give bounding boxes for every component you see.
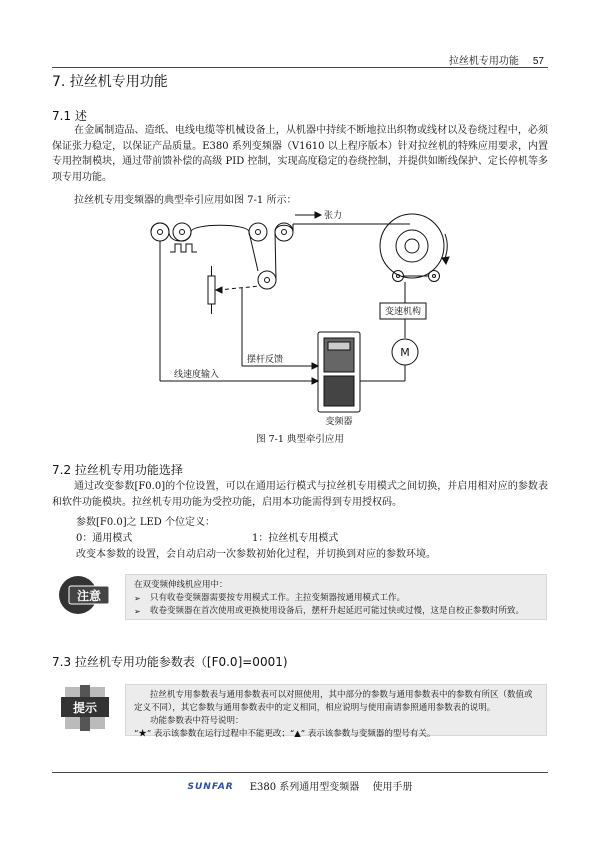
page-header: [449, 52, 544, 67]
traction-diagram: [140, 206, 470, 428]
subsection-7-1-title: 7.1 述: [52, 109, 87, 123]
page-footer: [0, 778, 600, 793]
hint-icon-label: 提示: [72, 701, 98, 715]
hint-symbols: “★” 表示该参数在运行过程中不能更改；“▲” 表示该参数与变频器的型号有关。: [134, 729, 436, 739]
hint-symbols-title: 功能参数表中符号说明：: [150, 716, 244, 726]
footer-rule: [52, 772, 548, 773]
page-number: 57: [532, 56, 544, 67]
notice-icon-label: 注意: [76, 589, 102, 603]
inverter-label: 变频器: [325, 417, 353, 427]
hint-text: 拉丝机专用参数表与通用参数表可以对照使用，其中部分的参数与通用参数表中的参数有所区（数值或定义不同），其它参数与通用参数表中的定义相同，相应说明与使用南请参照通用参数表的说明。: [134, 690, 533, 713]
figure-intro: 拉丝机专用变频器的典型牵引应用如图 7-1 所示：: [74, 195, 297, 206]
intro-paragraph: 在金属制造品、造纸、电线电缆等机械设备上，从机器中持续不断地拉出织物或线材以及卷绕过程中，必须保证张力稳定，以保证产品质量。E380 系列变频器（V1610 以上程序版本）针对拉丝机的特殊应用要求，内置专用控制模块，通过带前馈补偿的高级 PID 控制，实现高度稳定的卷绕控制，并提供如断线保护、定长停机等多项专用功能。: [52, 125, 548, 183]
motor-label: M: [400, 346, 410, 359]
speed-mechanism-label: 变速机构: [384, 307, 422, 317]
line-speed-label: 线速度输入: [174, 370, 220, 380]
notice-icon: [57, 574, 113, 616]
param-definition: 参数[F0.0]之 LED 个位定义：: [76, 517, 215, 528]
header-title: 拉丝机专用功能: [448, 56, 519, 67]
notice-intro: 在双变频伸线机应用中：: [134, 580, 228, 590]
section-title: 7. 拉丝机专用功能: [52, 74, 168, 90]
winding-drum: [380, 214, 444, 278]
swing-feedback-label: 摆杆反馈: [247, 355, 284, 365]
init-note: 改变本参数的设置，会自动启动一次参数初始化过程，并切换到对应的参数环境。: [76, 549, 436, 560]
tension-label: 张力: [324, 211, 343, 221]
hint-icon: [57, 683, 113, 733]
footer-text: E380 系列通用型变频器 使用手册: [249, 782, 413, 793]
notice-item: ➢ 只有收卷变频器需要按专用模式工作。主拉变频器按通用模式工作。: [134, 592, 538, 605]
selection-paragraph: 通过改变参数[F0.0]的个位设置，可以在通用运行模式与拉丝机专用模式之间切换，并启用相对应的参数表和软件功能模块。拉丝机专用功能为受控功能，启用本功能需得到专用授权码。: [52, 481, 548, 508]
option-wire-drawing: 1：拉丝机专用模式: [252, 533, 339, 544]
notice-box: [125, 574, 547, 620]
subsection-7-2-title: 7.2 拉丝机专用功能选择: [52, 463, 183, 477]
option-general: 0：通用模式: [76, 533, 133, 544]
figure-caption: 图 7-1 典型牵引应用: [256, 434, 344, 445]
hint-box: [125, 684, 547, 739]
brand-logo: SUNFAR: [187, 782, 234, 792]
subsection-7-3-title: 7.3 拉丝机专用功能参数表（[F0.0]=0001): [52, 655, 288, 669]
dancer-roller: [258, 271, 276, 289]
header-rule: [52, 67, 548, 68]
roller-3: [249, 223, 267, 241]
notice-item: ➢ 收卷变频器在首次使用或更换使用设备后，摆杆升起延迟可能过快或过慢，这是自校正参数时所致。: [134, 605, 538, 618]
